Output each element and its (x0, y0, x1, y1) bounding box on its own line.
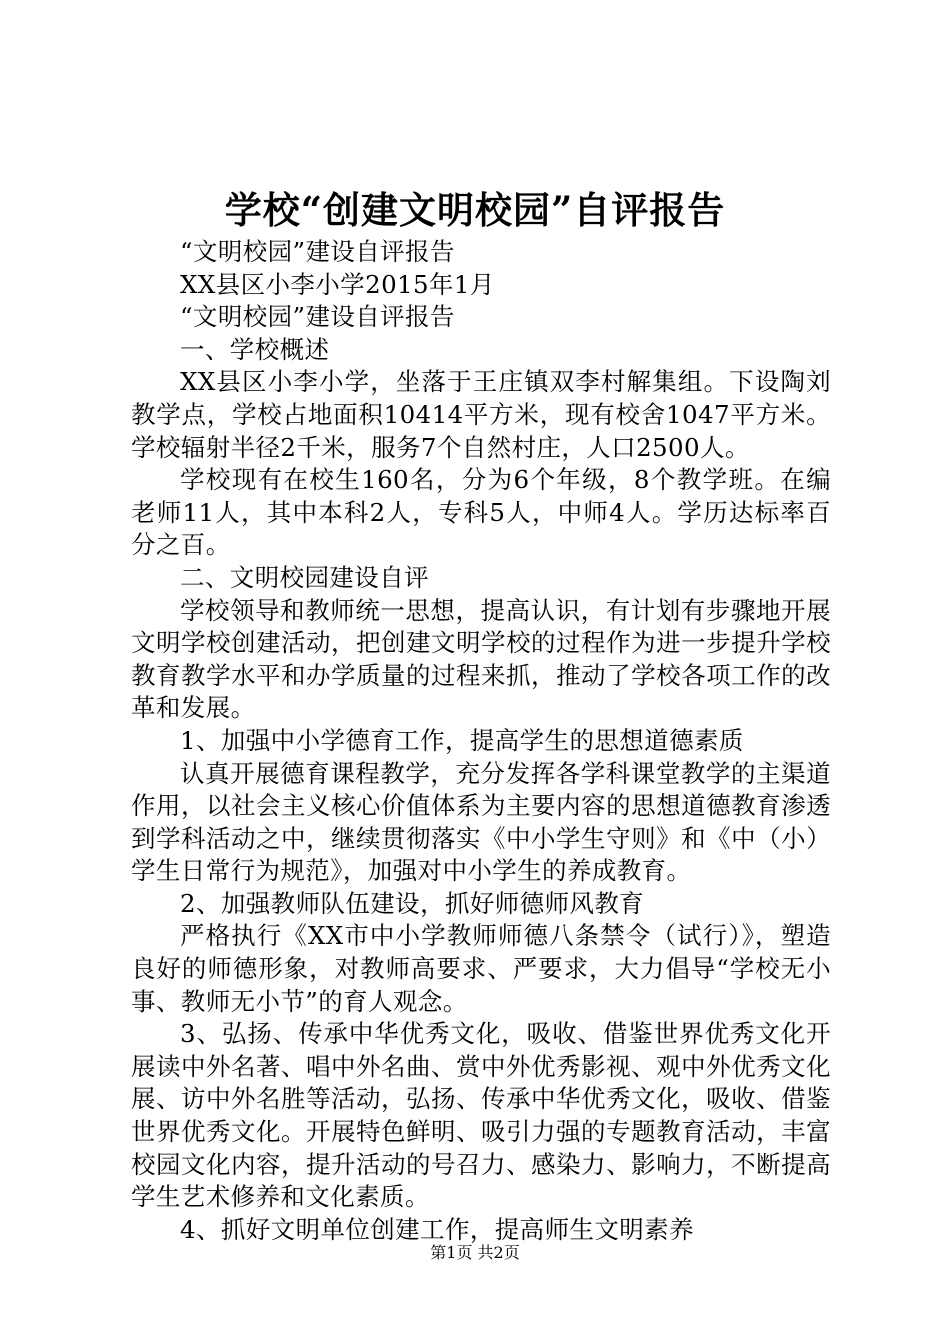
subsection-heading: 4、抓好文明单位创建工作，提高师生文明素养 (180, 1214, 694, 1244)
subsection-heading: 1、加强中小学德育工作，提高学生的思想道德素质 (180, 725, 744, 755)
page-number-footer: 第1页 共2页 (430, 1243, 520, 1262)
school-date-paragraph: XX县区小李小学2015年1月 (180, 269, 495, 299)
section-heading: 一、学校概述 (180, 334, 330, 364)
document-body (131, 236, 831, 1246)
body-paragraph: 认真开展德育课程教学，充分发挥各学科课堂教学的主渠道作用，以社会主义核心价值体系为主要内容的思想道德教育渗透到学科活动之中，继续贯彻落实《中小学生守则》和《中（小）学生日常行为规范》，加强对中小学生的养成教育。 (131, 758, 831, 886)
section-heading: 二、文明校园建设自评 (180, 562, 429, 592)
subtitle-paragraph: “文明校园”建设自评报告 (180, 237, 455, 266)
document-title: 学校“创建文明校园”自评报告 (224, 188, 726, 232)
subtitle-repeat-paragraph: “文明校园”建设自评报告 (180, 302, 455, 332)
body-paragraph: 学校现有在校生160名，分为6个年级，8个教学班。在编老师11人，其中本科2人，专科5人，中师4人。学历达标率百分之百。 (131, 465, 831, 560)
body-paragraph: 3、弘扬、传承中华优秀文化，吸收、借鉴世界优秀文化开展读中外名著、唱中外名曲、赏中外优秀影视、观中外优秀文化展、访中外名胜等活动，弘扬、传承中华优秀文化，吸收、借鉴世界优秀文化。开展特色鲜明、吸引力强的专题教育活动，丰富校园文化内容，提升活动的号召力、感染力、影响力，不断提高学生艺术修养和文化素质。 (131, 1019, 831, 1212)
body-paragraph: 学校领导和教师统一思想，提高认识，有计划有步骤地开展文明学校创建活动，把创建文明学校的过程作为进一步提升学校教育教学水平和办学质量的过程来抓，推动了学校各项工作的改革和发展。 (131, 595, 831, 723)
body-paragraph: 严格执行《XX市中小学教师师德八条禁令（试行）》，塑造良好的师德形象，对教师高要求、严要求，大力倡导“学校无小事、教师无小节”的育人观念。 (131, 921, 831, 1016)
body-paragraph: XX县区小李小学，坐落于王庄镇双李村解集组。下设陶刘教学点，学校占地面积10414平方米，现有校舍1047平方米。学校辐射半径2千米，服务7个自然村庄，人口2500人。 (131, 367, 831, 462)
subsection-heading: 2、加强教师队伍建设，抓好师德师风教育 (180, 888, 645, 918)
